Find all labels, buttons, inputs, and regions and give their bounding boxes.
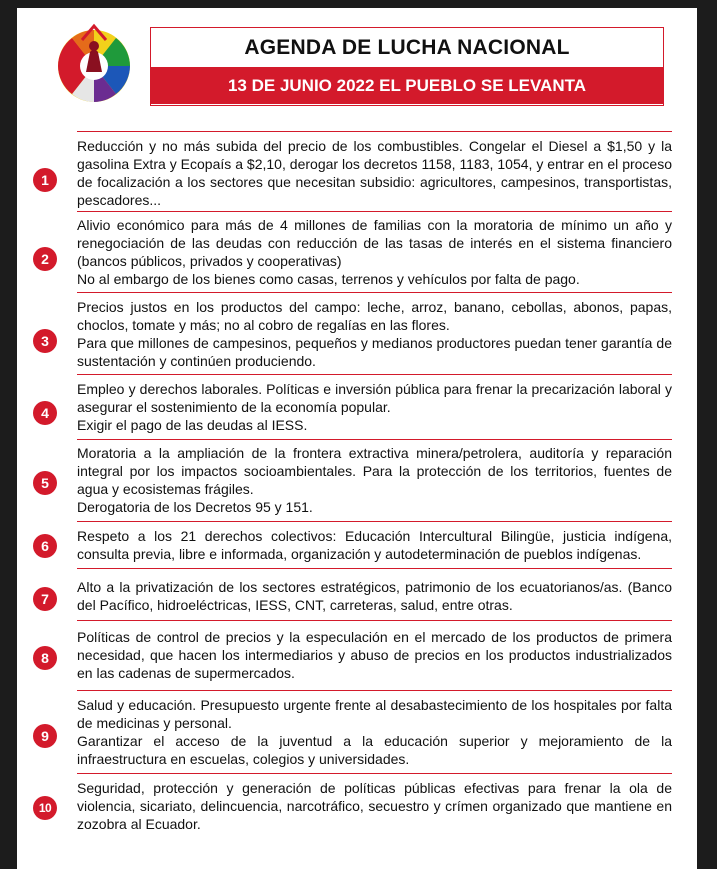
item-paragraph: Moratoria a la ampliación de la frontera extractiva minera/petrolera, auditoría y reparación integral por los impactos socioambientales. Para la protección de los territorios, fuentes de agua y ecosistemas frágiles.: [77, 445, 672, 497]
item-paragraph: Alivio económico para más de 4 millones de familias con la moratoria de mínimo un año y renegociación de las deudas con reducción de las tasas de interés en el sistema financiero (bancos públicos, privados y cooperativas): [77, 217, 672, 269]
item-paragraph: Empleo y derechos laborales. Políticas e inversión pública para frenar la precarización laboral y asegurar el sostenimiento de la economía popular.: [77, 381, 672, 415]
item-paragraph: Precios justos en los productos del campo: leche, arroz, banano, cebollas, abonos, papas, choclos, tomate y más; no al cobro de regalías en las flores.: [77, 299, 672, 333]
document-subtitle: 13 DE JUNIO 2022 EL PUEBLO SE LEVANTA: [151, 67, 663, 104]
separator-line: [77, 292, 672, 293]
item-paragraph: Alto a la privatización de los sectores estratégicos, patrimonio de los ecuatorianos/as. (Banco del Pacífico, hidroeléctricas, IESS, CNT, carreteras, salud, entre otras.: [77, 579, 672, 613]
item-text: [77, 137, 672, 209]
item-number-badge: 1: [33, 168, 57, 192]
item-number-badge: 2: [33, 247, 57, 271]
item-number-badge: 5: [33, 471, 57, 495]
item-paragraph: Respeto a los 21 derechos colectivos: Educación Intercultural Bilingüe, justicia indígena, consulta previa, libre e informada, organización y autodeterminación de pueblos indígenas.: [77, 528, 672, 562]
item-number-badge: 6: [33, 534, 57, 558]
item-paragraph: Exigir el pago de las deudas al IESS.: [77, 417, 308, 433]
item-number-badge: 4: [33, 401, 57, 425]
item-text: [77, 779, 672, 833]
item-text: [77, 216, 672, 288]
item-number-badge: 3: [33, 329, 57, 353]
item-paragraph: Para que millones de campesinos, pequeños y medianos productores puedan tener garantía de sustentación y continúen produciendo.: [77, 335, 672, 369]
item-text: [77, 444, 672, 516]
item-number-badge: 10: [33, 796, 57, 820]
item-paragraph: Políticas de control de precios y la especulación en el mercado de los productos de primera necesidad, que hacen los intermediarios y abuso de precios en los productos industrializados en las cadenas de supermercados.: [77, 629, 672, 681]
separator-line: [77, 211, 672, 212]
item-paragraph: Salud y educación. Presupuesto urgente frente al desabastecimiento de los hospitales por falta de medicinas y personal.: [77, 697, 672, 731]
item-number-badge: 7: [33, 587, 57, 611]
item-paragraph: Derogatoria de los Decretos 95 y 151.: [77, 499, 313, 515]
item-text: [77, 527, 672, 563]
separator-line: [77, 131, 672, 132]
item-paragraph: No al embargo de los bienes como casas, terrenos y vehículos por falta de pago.: [77, 271, 580, 287]
separator-line: [77, 620, 672, 621]
item-number-badge: 8: [33, 646, 57, 670]
item-paragraph: Reducción y no más subida del precio de los combustibles. Congelar el Diesel a $1,50 y la gasolina Extra y Ecopaís a $2,10, derogar los decretos 1158, 1183, 1054, y entrar en el proceso de focalización a los sectores que necesitan subsidio: agricultores, campesinos, transportistas, pescadores...: [77, 138, 672, 208]
separator-line: [77, 568, 672, 569]
item-text: [77, 578, 672, 614]
organization-logo: [52, 22, 136, 106]
separator-line: [77, 521, 672, 522]
separator-line: [77, 773, 672, 774]
separator-line: [77, 690, 672, 691]
item-text: [77, 628, 672, 682]
item-number-badge: 9: [33, 724, 57, 748]
header-banner: [150, 27, 664, 106]
separator-line: [77, 374, 672, 375]
item-paragraph: Seguridad, protección y generación de políticas públicas efectivas para frenar la ola de violencia, sicariato, delincuencia, narcotráfico, secuestro y crímen organizado que mantiene en zozobra al Ecuador.: [77, 780, 672, 832]
document-title: AGENDA DE LUCHA NACIONAL: [244, 36, 570, 59]
item-text: [77, 380, 672, 434]
item-paragraph: Garantizar el acceso de la juventud a la educación superior y mejoramiento de la infraestructura en escuelas, colegios y universidades.: [77, 733, 672, 767]
item-text: [77, 696, 672, 768]
item-text: [77, 298, 672, 370]
separator-line: [77, 439, 672, 440]
